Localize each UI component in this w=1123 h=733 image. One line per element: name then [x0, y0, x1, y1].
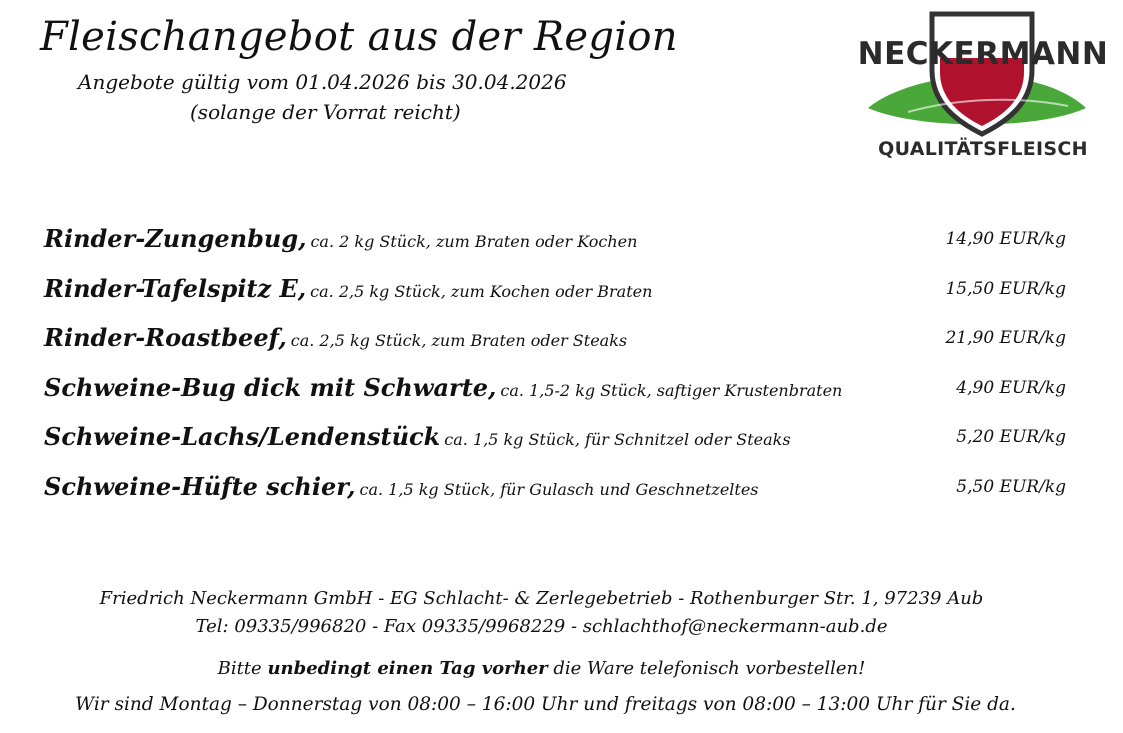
offer-price: 4,90 EUR/kg — [956, 377, 1066, 398]
offer-name: Schweine-Hüfte schier, — [44, 471, 356, 501]
order-notice-prefix: Bitte — [217, 658, 262, 679]
offer-description: ca. 1,5 kg Stück, für Schnitzel oder Steaks — [444, 430, 791, 450]
offer-price: 14,90 EUR/kg — [945, 229, 1066, 249]
offer-description: ca. 1,5-2 kg Stück, saftiger Krustenbraten — [500, 380, 843, 400]
logo-brand: NECKERMANN — [857, 36, 1109, 72]
offer-item — [44, 371, 1066, 421]
offer-price: 5,50 EUR/kg — [956, 476, 1066, 497]
offer-description: ca. 2,5 kg Stück, zum Braten oder Steaks — [290, 331, 628, 351]
offer-name: Schweine-Bug dick mit Schwarte, — [44, 372, 497, 402]
company-info: Friedrich Neckermann GmbH - EG Schlacht- & Zerlegebetrieb - Rothenburger Str. 1, 97239 Aub — [99, 588, 984, 609]
offer-item — [44, 222, 1066, 272]
order-notice — [0, 658, 1103, 679]
offer-item — [44, 321, 1066, 371]
opening-hours: Wir sind Montag – Donnerstag von 08:00 – 16:00 Uhr und freitags von 08:00 – 13:00 Uhr für Sie da. — [75, 694, 1016, 715]
validity-period: Angebote gültig vom 01.04.2026 bis 30.04.2026 — [78, 70, 567, 94]
offer-description: ca. 2 kg Stück, zum Braten oder Kochen — [310, 232, 638, 251]
neckermann-logo — [848, 8, 1118, 168]
offer-name: Rinder-Zungenbug, — [44, 224, 307, 253]
offer-description: ca. 2,5 kg Stück, zum Kochen oder Braten — [310, 281, 653, 301]
stock-note: (solange der Vorrat reicht) — [190, 100, 461, 124]
offer-price: 21,90 EUR/kg — [945, 328, 1066, 349]
offer-description: ca. 1,5 kg Stück, für Gulasch und Geschnetzeltes — [359, 479, 759, 499]
logo-subtitle: QUALITÄTSFLEISCH — [878, 138, 1088, 160]
page-title: Fleischangebot aus der Region — [40, 14, 678, 60]
order-notice-suffix: die Ware telefonisch vorbestellen! — [553, 658, 866, 679]
offer-name: Rinder-Roastbeef, — [44, 323, 287, 353]
offer-price: 15,50 EUR/kg — [945, 278, 1066, 299]
offer-item — [44, 272, 1066, 322]
offer-list — [44, 222, 1066, 520]
contact-info: Tel: 09335/996820 - Fax 09335/9968229 - schlachthof@neckermann-aub.de — [195, 616, 888, 637]
offer-name: Rinder-Tafelspitz E, — [44, 273, 307, 303]
offer-price: 5,20 EUR/kg — [956, 427, 1066, 448]
order-notice-emphasis: unbedingt einen Tag vorher — [267, 658, 548, 679]
offer-name: Schweine-Lachs/Lendenstück — [44, 422, 441, 452]
offer-item — [44, 420, 1066, 470]
offer-item — [44, 470, 1066, 520]
